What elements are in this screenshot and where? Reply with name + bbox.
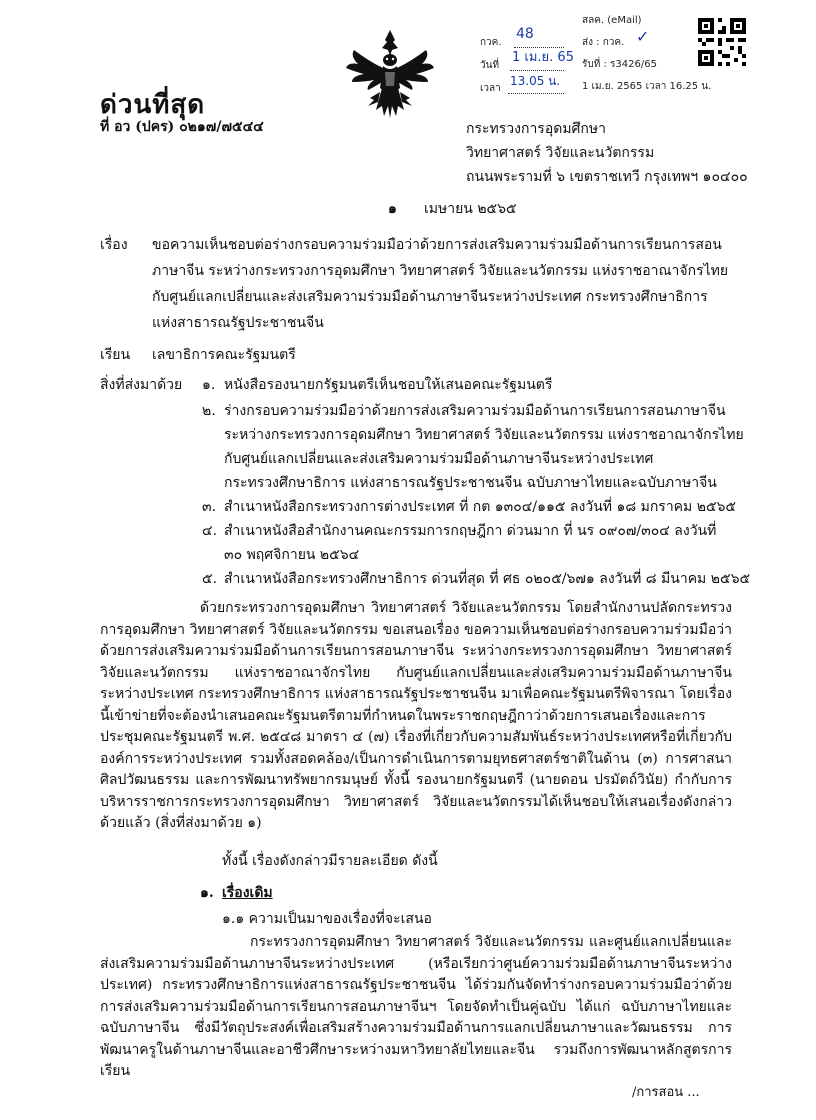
date-label: วันที่ <box>480 60 500 71</box>
qr-code-icon <box>698 18 746 66</box>
subject-line-1: ขอความเห็นชอบต่อร่างกรอบความร่วมมือว่าด้วยการส่งเสริมความร่วมมือด้านการเรียนการสอน <box>152 237 722 253</box>
continuation-marker: /การสอน ... <box>632 1085 700 1100</box>
registration-stamp <box>480 14 712 99</box>
attachment-line: สำเนาหนังสือกระทรวงศึกษาธิการ ด่วนที่สุด ที่ ศธ ๐๒๐๕/๖๗๑ ลงวันที่ ๘ มีนาคม ๒๕๖๕ <box>224 571 751 587</box>
org-line-2: วิทยาศาสตร์ วิจัยและนวัตกรรม <box>466 145 655 161</box>
attachment-line: สำเนาหนังสือสำนักงานคณะกรรมการกฤษฎีกา ด่วนมาก ที่ นร ๐๙๐๗/๓๐๔ ลงวันที่ <box>224 523 717 539</box>
section-title: เรื่องเดิม <box>222 885 273 901</box>
date-month-year: เมษายน ๒๕๖๕ <box>424 201 517 217</box>
attachments-label: สิ่งที่ส่งมาด้วย <box>100 377 183 393</box>
urgency-label: ด่วนที่สุด <box>100 90 206 120</box>
attachment-line: กับศูนย์แลกเปลี่ยนและส่งเสริมความร่วมมือด้านภาษาจีนระหว่างประเทศ <box>224 451 654 467</box>
subject-label: เรื่อง <box>100 237 128 253</box>
attachment-line: กระทรวงศึกษาธิการ แห่งสาธารณรัฐประชาชนจีน ฉบับภาษาไทยและฉบับภาษาจีน <box>224 475 717 491</box>
subject-line-4: แห่งสาธารณรัฐประชาชนจีน <box>152 315 324 331</box>
body-paragraph-2: กระทรวงการอุดมศึกษา วิทยาศาสตร์ วิจัยและนวัตกรรม และศูนย์แลกเปลี่ยนและส่งเสริมความร่วมมือด้านภาษาจีนระหว่างประเทศ (หรือเรียกว่าศูนย์ความร่วมมือด้านภาษาจีนระหว่างประเทศ) กระทรวงศึกษาธิการแห่งสาธารณรัฐประชาชนจีน ได้ร่วมกันจัดทำร่างกรอบความร่วมมือว่าด้วยการส่งเสริมความร่วมมือด้านการเรียนการสอนภาษาจีนฯ โดยจัดทำเป็นคู่ฉบับ ได้แก่ ฉบับภาษาไทยและฉบับภาษาจีน ซึ่งมีวัตถุประสงค์เพื่อเสริมสร้างความร่วมมือด้านการแลกเปลี่ยนภาษาและวัฒนธรรม การพัฒนาครูในด้านภาษาจีนและอาชีวศึกษาระหว่างมหาวิทยาลัยไทยและจีน รวมถึงการพัฒนาหลักสูตรการเรียน <box>100 934 732 1079</box>
attachment-num: ๓. <box>202 499 217 515</box>
date-value: 1 เม.ย. 65 <box>512 50 574 65</box>
gorgor-value: 48 <box>516 26 534 42</box>
section-number: ๑. <box>200 885 214 901</box>
attachment-line: ร่างกรอบความร่วมมือว่าด้วยการส่งเสริมความร่วมมือด้านการเรียนการสอนภาษาจีน <box>224 403 726 419</box>
garuda-emblem-icon <box>340 26 440 126</box>
send-label: ส่ง : กวค. <box>582 37 625 48</box>
time-label: เวลา <box>480 83 501 94</box>
subject-line-3: กับศูนย์แลกเปลี่ยนและส่งเสริมความร่วมมือด้านภาษาจีนระหว่างประเทศ กระทรวงศึกษาธิการ <box>152 289 708 305</box>
recipient-label: เรียน <box>100 347 131 363</box>
org-line-3: ถนนพระรามที่ ๖ เขตราชเทวี กรุงเทพฯ ๑๐๔๐๐ <box>466 169 748 185</box>
detail-line: ทั้งนี้ เรื่องดังกล่าวมีรายละเอียด ดังนี้ <box>222 853 438 869</box>
attachment-num: ๑. <box>202 377 216 393</box>
check-mark-icon: ✓ <box>636 27 650 46</box>
receive-time: 1 เม.ย. 2565 เวลา 16.25 น. <box>582 81 712 92</box>
email-label: สลค. (eMail) <box>582 15 642 26</box>
subsection-title: ๑.๑ ความเป็นมาของเรื่องที่จะเสนอ <box>222 911 432 927</box>
attachment-line: หนังสือรองนายกรัฐมนตรีเห็นชอบให้เสนอคณะรัฐมนตรี <box>224 377 553 393</box>
subject-line-2: ภาษาจีน ระหว่างกระทรวงการอุดมศึกษา วิทยาศาสตร์ วิจัยและนวัตกรรม แห่งราชอาณาจักรไทย <box>152 263 729 279</box>
document-number: ที่ อว (ปคร) ๐๒๑๗/๗๕๔๔ <box>100 119 264 135</box>
attachment-num: ๕. <box>202 571 218 587</box>
recipient-value: เลขาธิการคณะรัฐมนตรี <box>152 347 296 363</box>
time-value: 13.05 น. <box>510 74 561 88</box>
attachment-line: สำเนาหนังสือกระทรวงการต่างประเทศ ที่ กต ๑๓๐๔/๑๑๕ ลงวันที่ ๑๘ มกราคม ๒๕๖๕ <box>224 499 737 515</box>
receive-label: รับที่ : ร3426/65 <box>582 59 657 70</box>
attachment-num: ๒. <box>202 403 216 419</box>
body-paragraph-1: ด้วยกระทรวงการอุดมศึกษา วิทยาศาสตร์ วิจัยและนวัตกรรม โดยสำนักงานปลัดกระทรวงการอุดมศึกษา วิทยาศาสตร์ วิจัยและนวัตกรรม ขอเสนอเรื่อง ขอความเห็นชอบต่อร่างกรอบความร่วมมือว่าด้วยการส่งเสริมความร่วมมือด้านการเรียนการสอนภาษาจีน ระหว่างกระทรวงการอุดมศึกษา วิทยาศาสตร์ วิจัยและนวัตกรรม แห่งราชอาณาจักรไทย กับศูนย์แลกเปลี่ยนและส่งเสริมความร่วมมือด้านภาษาจีนระหว่างประเทศ กระทรวงศึกษาธิการ แห่งสาธารณรัฐประชาชนจีน มาเพื่อคณะรัฐมนตรีพิจารณา โดยเรื่องนี้เข้าข่ายที่จะต้องนำเสนอคณะรัฐมนตรีตามที่กำหนดในพระราชกฤษฎีกาว่าด้วยการเสนอเรื่องและการประชุมคณะรัฐมนตรี พ.ศ. ๒๕๔๘ มาตรา ๔ (๗) เรื่องที่เกี่ยวกับความสัมพันธ์ระหว่างประเทศหรือที่เกี่ยวกับองค์การระหว่างประเทศ รวมทั้งสอดคล้อง/เป็นการดำเนินการตามยุทธศาสตร์ชาติในด้าน (๓) การศาสนา ศิลปวัฒนธรรม และการพัฒนาทรัพยากรมนุษย์ ทั้งนี้ รองนายกรัฐมนตรี (นายดอน ปรมัตถ์วินัย) กำกับการบริหารราชการกระทรวงการอุดมศึกษา วิทยาศาสตร์ วิจัยและนวัตกรรมได้เห็นชอบให้เสนอเรื่องดังกล่าวด้วยแล้ว (สิ่งที่ส่งมาด้วย ๑) <box>100 600 732 831</box>
date-day: ๑ <box>388 201 397 217</box>
gorgor-label: กวค. <box>480 37 502 48</box>
attachment-line: ๓๐ พฤศจิกายน ๒๕๖๔ <box>224 547 360 563</box>
attachment-num: ๔. <box>202 523 218 539</box>
org-line-1: กระทรวงการอุดมศึกษา <box>466 121 606 137</box>
attachment-line: ระหว่างกระทรวงการอุดมศึกษา วิทยาศาสตร์ วิจัยและนวัตกรรม แห่งราชอาณาจักรไทย <box>224 427 744 443</box>
